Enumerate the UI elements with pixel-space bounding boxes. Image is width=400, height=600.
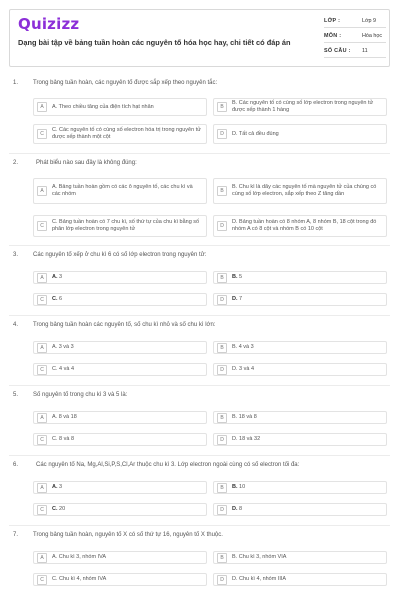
option-value: 20	[59, 506, 66, 512]
option-letter-box: C	[37, 505, 47, 515]
question-text: Phát biểu nào sau đây là không đúng:	[36, 160, 137, 166]
option-letter-box: C	[37, 221, 47, 231]
option-d[interactable]	[213, 503, 387, 516]
option-letter-box: A	[37, 186, 47, 196]
option-text: D. Chu kì 4, nhóm IIIA	[232, 576, 287, 582]
option-d[interactable]	[213, 363, 387, 376]
meta-row-question-count	[324, 44, 386, 59]
meta-label: LỚP :	[324, 18, 341, 24]
option-letter-box: D	[217, 129, 227, 139]
option-text: A. Bảng tuần hoàn gồm có các ô nguyên tố, các chu kì và các nhóm	[52, 184, 193, 197]
option-letter-box: D	[217, 435, 227, 445]
option-b[interactable]	[213, 411, 387, 424]
worksheet-meta	[324, 14, 386, 59]
question-divider	[9, 153, 390, 154]
option-text	[232, 274, 246, 281]
option-letter-box: B	[217, 273, 227, 283]
option-a[interactable]	[33, 411, 207, 424]
worksheet-header	[9, 9, 390, 67]
option-text: B. 18 và 8	[232, 414, 257, 420]
option-c[interactable]	[33, 293, 207, 306]
option-d[interactable]	[213, 124, 387, 144]
option-text: D. 3 và 4	[232, 366, 255, 372]
option-text	[52, 484, 66, 491]
option-text: D. Tất cả đều đúng	[232, 130, 279, 137]
option-letter-box: A	[37, 483, 47, 493]
option-b[interactable]	[213, 271, 387, 284]
option-letter-box: D	[217, 575, 227, 585]
option-d[interactable]	[213, 293, 387, 306]
option-value: 3	[59, 484, 63, 490]
question-text: Trong bảng tuần hoàn, các nguyên tố được sắp xếp theo nguyên tắc:	[33, 80, 218, 86]
option-c[interactable]	[33, 573, 207, 586]
question-text: Các nguyên tố Na, Mg,Al,Si,P,S,Cl,Ar thuộc chu kì 3. Lớp electron ngoài cùng có số electron tối đa:	[36, 462, 300, 468]
option-b[interactable]	[213, 178, 387, 204]
meta-divider	[324, 42, 386, 43]
option-text: D. Bảng tuần hoàn có 8 nhóm A, 8 nhóm B, 18 cột trong đó nhóm A có 8 cột và nhóm B có 10 cột	[232, 219, 377, 232]
option-text: C. Chu kì 4, nhóm IVA	[52, 576, 107, 582]
option-letter-box: C	[37, 575, 47, 585]
question-divider	[9, 525, 390, 526]
question-number: 1.	[13, 80, 19, 86]
option-b[interactable]	[213, 98, 387, 116]
option-text: B. Chu kì là dãy các nguyên tố mà nguyên tử của chúng có cùng số lớp electron, sắp xếp theo Z tăng dần	[232, 184, 377, 197]
option-prefix: B.	[232, 484, 238, 490]
question-number: 7.	[13, 532, 19, 538]
option-prefix: A.	[52, 484, 58, 490]
option-letter-box: B	[217, 102, 227, 112]
meta-label: MÔN :	[324, 33, 342, 39]
question-number: 4.	[13, 322, 19, 328]
option-b[interactable]	[213, 551, 387, 564]
option-letter-box: B	[217, 186, 227, 196]
option-letter-box: B	[217, 343, 227, 353]
option-a[interactable]	[33, 178, 207, 204]
meta-divider	[324, 27, 386, 28]
question-divider	[9, 245, 390, 246]
option-text: B. Chu kì 3, nhóm VIA	[232, 554, 287, 560]
meta-label: SỐ CÂU :	[324, 48, 351, 54]
option-letter-box: C	[37, 365, 47, 375]
option-letter-box: B	[217, 483, 227, 493]
option-c[interactable]	[33, 215, 207, 237]
option-value: 3	[59, 274, 63, 280]
meta-value: Lớp 9	[362, 18, 377, 24]
option-letter-box: D	[217, 295, 227, 305]
option-text: D. 18 và 32	[232, 436, 261, 442]
option-b[interactable]	[213, 481, 387, 494]
option-value: 5	[239, 274, 243, 280]
option-text	[52, 274, 66, 281]
option-letter-box: A	[37, 273, 47, 283]
option-letter-box: B	[217, 553, 227, 563]
option-text	[52, 296, 66, 303]
option-letter-box: A	[37, 413, 47, 423]
question-text: Trong bảng tuần hoàn, nguyên tố X có số thứ tự 16, nguyên tố X thuộc.	[33, 532, 223, 538]
option-value: 7	[239, 296, 243, 302]
meta-value: 11	[362, 48, 368, 54]
option-letter-box: B	[217, 413, 227, 423]
option-prefix: C.	[52, 506, 58, 512]
question-text: Các nguyên tố xếp ở chu kì 6 có số lớp electron trong nguyên tử:	[33, 252, 207, 258]
option-letter-box: A	[37, 553, 47, 563]
option-b[interactable]	[213, 341, 387, 354]
option-letter-box: D	[217, 221, 227, 231]
question-divider	[9, 455, 390, 456]
option-text: C. Bảng tuần hoàn có 7 chu kì, số thứ tự của chu kì bằng số phân lớp electron trong nguyên tử	[52, 219, 200, 232]
question-number: 6.	[13, 462, 19, 468]
meta-row-grade	[324, 14, 386, 29]
worksheet-title: Dạng bài tập về bảng tuần hoàn các nguyên tố hóa học hay, chi tiết có đáp án	[18, 38, 291, 47]
question-number: 3.	[13, 252, 19, 258]
option-text	[52, 506, 69, 513]
option-prefix: B.	[232, 274, 238, 280]
option-text: B. Các nguyên tố có cùng số lớp electron trong nguyên tử được xếp thành 1 hàng	[232, 100, 374, 113]
option-text: A. 3 và 3	[52, 344, 74, 350]
option-c[interactable]	[33, 363, 207, 376]
meta-value: Hóa học	[362, 33, 383, 39]
option-prefix: A.	[52, 274, 58, 280]
question-text: Trong bảng tuần hoàn các nguyên tố, số chu kì nhỏ và số chu kì lớn:	[33, 322, 216, 328]
option-letter-box: C	[37, 129, 47, 139]
option-prefix: D.	[232, 506, 238, 512]
option-c[interactable]	[33, 433, 207, 446]
option-text: A. Theo chiều tăng của điện tích hạt nhân	[52, 103, 154, 110]
option-a[interactable]	[33, 271, 207, 284]
question-number: 2.	[13, 160, 19, 166]
option-text: A. Chu kì 3, nhóm IVA	[52, 554, 107, 560]
option-a[interactable]	[33, 98, 207, 116]
meta-row-subject	[324, 29, 386, 44]
option-text: A. 8 và 18	[52, 414, 77, 420]
option-letter-box: D	[217, 365, 227, 375]
quizizz-logo[interactable]: Quizizz	[18, 15, 80, 33]
option-text: C. 4 và 4	[52, 366, 75, 372]
option-a[interactable]	[33, 341, 207, 354]
option-text	[232, 484, 249, 491]
option-value: 10	[239, 484, 246, 490]
option-a[interactable]	[33, 551, 207, 564]
meta-divider	[324, 57, 386, 58]
question-divider	[9, 385, 390, 386]
option-letter-box: D	[217, 505, 227, 515]
option-d[interactable]	[213, 433, 387, 446]
option-d[interactable]	[213, 215, 387, 237]
option-a[interactable]	[33, 481, 207, 494]
question-number: 5.	[13, 392, 19, 398]
option-letter-box: C	[37, 295, 47, 305]
option-letter-box: C	[37, 435, 47, 445]
option-text: C. 8 và 8	[52, 436, 75, 442]
option-text	[232, 506, 246, 513]
option-c[interactable]	[33, 503, 207, 516]
question-divider	[9, 315, 390, 316]
option-letter-box: A	[37, 102, 47, 112]
option-prefix: D.	[232, 296, 238, 302]
option-text: C. Các nguyên tố có cùng số electron hóa trị trong nguyên tử được xếp thành một cột	[52, 127, 201, 140]
option-text	[232, 296, 246, 303]
option-value: 8	[239, 506, 243, 512]
question-text: Số nguyên tố trong chu kì 3 và 5 là:	[33, 392, 128, 398]
option-text: B. 4 và 3	[232, 344, 254, 350]
option-value: 6	[59, 296, 63, 302]
option-letter-box: A	[37, 343, 47, 353]
option-prefix: C.	[52, 296, 58, 302]
option-c[interactable]	[33, 124, 207, 144]
option-d[interactable]	[213, 573, 387, 586]
